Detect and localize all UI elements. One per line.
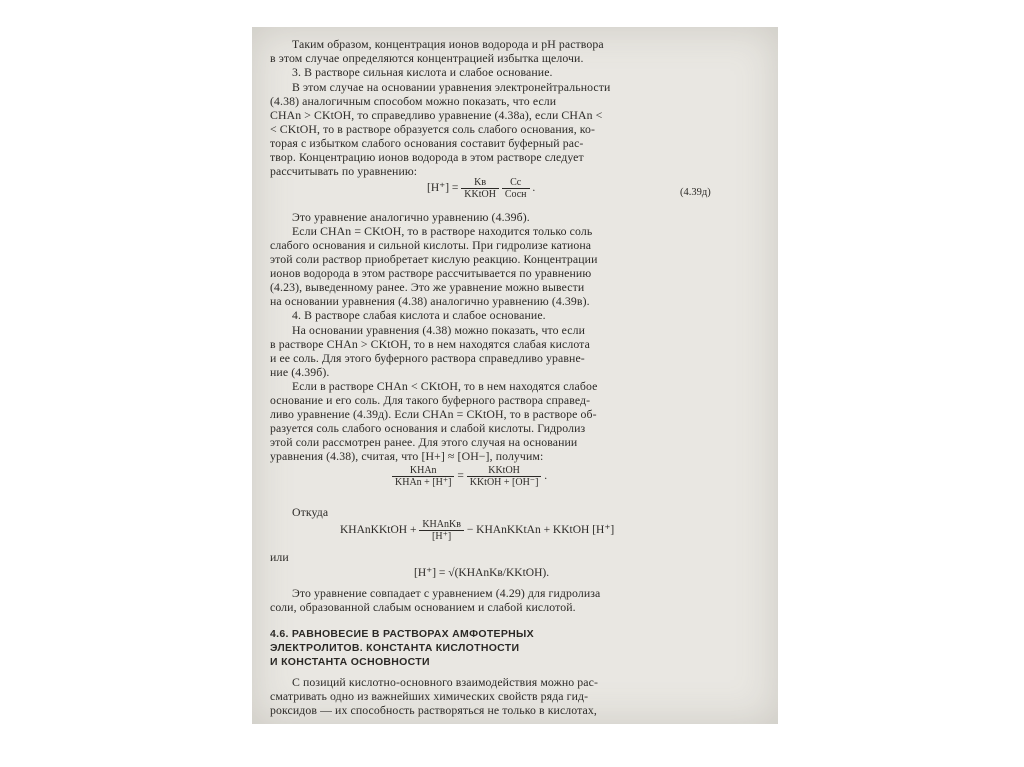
- fraction-denominator: Cосн: [504, 189, 527, 200]
- text-line: ние (4.39б).: [270, 365, 330, 379]
- text-line: уравнения (4.38), считая, что [H+] ≈ [OH−], получим:: [270, 449, 544, 463]
- text-line: торая с избытком слабого основания составит буферный рас-: [270, 136, 584, 150]
- fraction-denominator: KKtOH: [464, 189, 496, 200]
- document-page: [252, 27, 778, 724]
- text-line: На основании уравнения (4.38) можно показать, что если: [292, 323, 586, 337]
- fraction-denominator: [H⁺]: [432, 531, 452, 542]
- text-line: Это уравнение совпадает с уравнением (4.29) для гидролиза: [292, 586, 601, 600]
- text-line: Откуда: [292, 505, 329, 519]
- text-line: 4. В растворе слабая кислота и слабое основание.: [292, 308, 546, 322]
- text-line: (4.38) аналогичным способом можно показать, что если: [270, 94, 557, 108]
- text-line: на основании уравнения (4.38) аналогично уравнению (4.39в).: [270, 294, 590, 308]
- text-line: слабого основания и сильной кислоты. При гидролизе катиона: [270, 238, 592, 252]
- fraction: [502, 177, 530, 200]
- eq-lhs: [H⁺] =: [427, 182, 459, 195]
- text-line: в растворе CHAn > CKtOH, то в нем находятся слабая кислота: [270, 337, 590, 351]
- text-line: рассчитывать по уравнению:: [270, 164, 418, 178]
- fraction: [419, 519, 464, 542]
- text-line: или: [270, 550, 289, 564]
- text-line: этой соли раствор приобретает кислую реакцию. Концентрации: [270, 252, 598, 266]
- fraction-denominator: KKtOH + [OH⁻]: [469, 477, 539, 488]
- section-heading: 4.6. РАВНОВЕСИЕ В РАСТВОРАХ АМФОТЕРНЫХ: [270, 628, 534, 640]
- fraction: [467, 465, 542, 488]
- eq-tail: .: [544, 470, 548, 483]
- text-line: сматривать одно из важнейших химических свойств ряда гид-: [270, 689, 589, 703]
- text-line: Если в растворе CHAn < CKtOH, то в нем находятся слабое: [292, 379, 598, 393]
- text-line: ионов водорода в этом растворе рассчитывается по уравнению: [270, 266, 592, 280]
- text-line: в этом случае определяются концентрацией избытка щелочи.: [270, 51, 584, 65]
- text-line: и ее соль. Для этого буферного раствора справедливо уравне-: [270, 351, 585, 365]
- text-line: Таким образом, концентрация ионов водорода и pH раствора: [292, 37, 604, 51]
- fraction-numerator: KHAnKв: [419, 519, 464, 531]
- text-line: соли, образованной слабым основанием и слабой кислотой.: [270, 600, 576, 614]
- fraction-numerator: Cс: [502, 177, 530, 189]
- text-line: этой соли рассмотрен ранее. Для этого случая на основании: [270, 435, 578, 449]
- fraction-numerator: KKtOH: [467, 465, 542, 477]
- section-heading: ЭЛЕКТРОЛИТОВ. КОНСТАНТА КИСЛОТНОСТИ: [270, 642, 520, 654]
- text-line: < CKtOH, то в растворе образуется соль слабого основания, ко-: [270, 122, 596, 136]
- text-line: твор. Концентрацию ионов водорода в этом растворе следует: [270, 150, 584, 164]
- text-line: разуется соль слабого основания и слабой кислоты. Гидролиз: [270, 421, 586, 435]
- eq-equals: =: [457, 470, 464, 483]
- fraction-denominator: KHAn + [H⁺]: [395, 477, 452, 488]
- text-line: 3. В растворе сильная кислота и слабое основание.: [292, 65, 553, 79]
- fraction-numerator: Kв: [461, 177, 499, 189]
- text-line: основание и его соль. Для такого буферного раствора справед-: [270, 393, 591, 407]
- text-line: ливо уравнение (4.39д). Если CHAn = CKtOH, то в растворе об-: [270, 407, 597, 421]
- eq-part: KHAnKKtOH +: [340, 524, 417, 537]
- equation-expanded: [340, 519, 614, 542]
- eq-tail: .: [532, 182, 536, 195]
- section-heading: И КОНСТАНТА ОСНОВНОСТИ: [270, 656, 430, 668]
- fraction: [392, 465, 454, 488]
- fraction-numerator: KHAn: [392, 465, 454, 477]
- equation-number: (4.39д): [680, 187, 711, 198]
- text-line: С позиций кислотно-основного взаимодействия можно рас-: [292, 675, 598, 689]
- equation-ratio: [392, 465, 547, 488]
- eq-part: − KHAnKKtAn + KKtOH [H⁺]: [466, 524, 615, 537]
- equation-439d: [427, 177, 535, 200]
- text-line: В этом случае на основании уравнения электронейтральности: [292, 80, 611, 94]
- text-line: (4.23), выведенному ранее. Это же уравнение можно вывести: [270, 280, 585, 294]
- fraction: [461, 177, 499, 200]
- equation-root: [H⁺] = √(KHAnKв/KKtOH).: [414, 567, 550, 579]
- text-line: Это уравнение аналогично уравнению (4.39б).: [292, 210, 530, 224]
- text-line: CHAn > CKtOH, то справедливо уравнение (4.38а), если CHAn <: [270, 108, 603, 122]
- text-line: Если CHAn = CKtOH, то в растворе находится только соль: [292, 224, 593, 238]
- text-line: роксидов — их способность растворяться не только в кислотах,: [270, 703, 597, 717]
